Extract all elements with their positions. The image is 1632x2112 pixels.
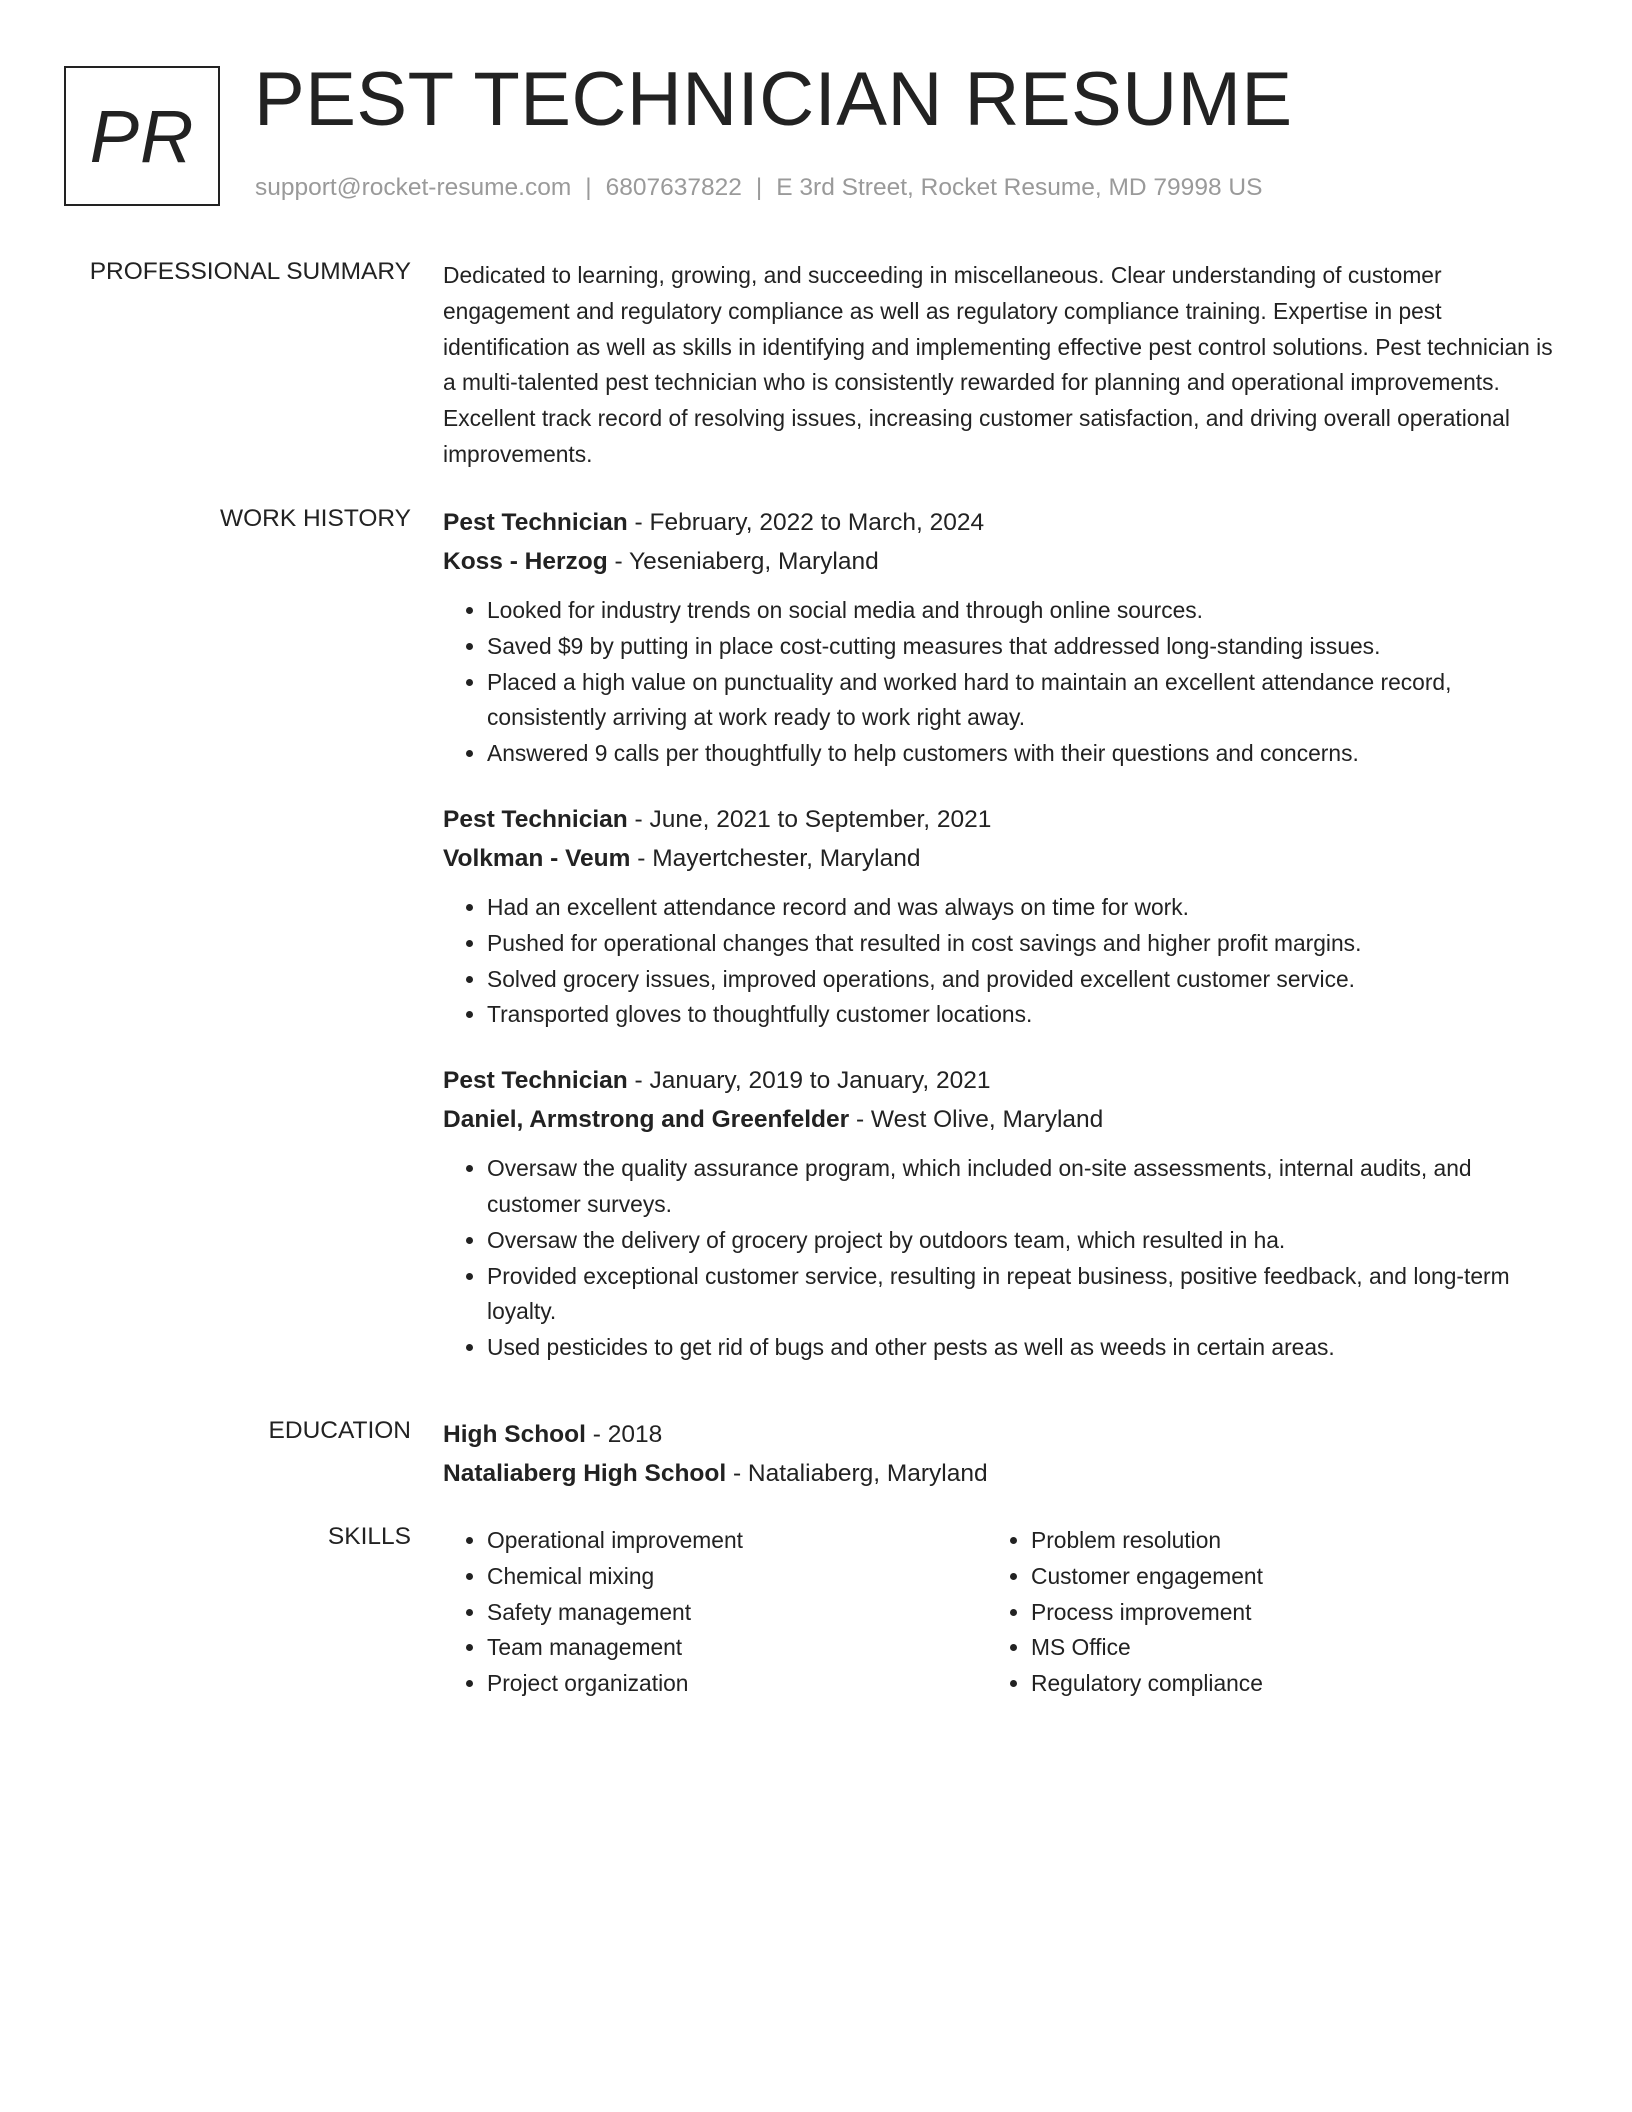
skills-list-left: [443, 1523, 987, 1702]
job-bullet: • Pushed for operational changes that resulted in cost savings and higher profit margins.: [487, 926, 1559, 962]
job-title-line: [443, 503, 1559, 542]
section-label-skills: SKILLS: [327, 1523, 411, 1550]
skills-list-right: [987, 1523, 1531, 1702]
job-entry: [443, 1061, 1559, 1366]
monogram-box: PR: [64, 66, 220, 206]
contact-email: support@rocket-resume.com: [255, 174, 572, 201]
job-company: Koss - Herzog: [443, 548, 608, 575]
skill-item: • MS Office: [1031, 1630, 1531, 1666]
job-location: - Mayertchester, Maryland: [630, 844, 921, 872]
job-location: - West Olive, Maryland: [849, 1106, 1104, 1134]
job-bullet: • Looked for industry trends on social media and through online sources.: [487, 593, 1559, 629]
job-company-line: [443, 1100, 1559, 1139]
skill-item: • Problem resolution: [1031, 1523, 1531, 1559]
section-label-summary: PROFESSIONAL SUMMARY: [89, 258, 411, 285]
job-title: Pest Technician: [443, 805, 628, 833]
job-title-line: [443, 800, 1559, 839]
section-label-education: EDUCATION: [268, 1417, 411, 1444]
job-dates: - January, 2019 to January, 2021: [627, 1067, 991, 1095]
job-company: Volkman - Veum: [443, 844, 631, 872]
job-entry: [443, 800, 1559, 1033]
skill-item: • Safety management: [487, 1595, 987, 1631]
job-bullet: • Used pesticides to get rid of bugs and other pests as well as weeds in certain areas.: [487, 1330, 1559, 1366]
job-bullet: • Placed a high value on punctuality and worked hard to maintain an excellent attendance record, consistently arriving at work ready to work right away.: [487, 665, 1559, 737]
education-degree: High School: [443, 1421, 586, 1448]
education-degree-line: [443, 1415, 1559, 1454]
job-bullet: • Transported gloves to thoughtfully customer locations.: [487, 997, 1559, 1033]
skill-item: • Operational improvement: [487, 1523, 987, 1559]
job-company: Daniel, Armstrong and Greenfelder: [443, 1106, 850, 1134]
education-year: - 2018: [585, 1421, 663, 1448]
skill-item: • Process improvement: [1031, 1595, 1531, 1631]
page-title: PEST TECHNICIAN RESUME: [254, 57, 1293, 142]
job-entry: [443, 503, 1559, 772]
job-dates: - June, 2021 to September, 2021: [627, 805, 992, 833]
job-title-line: [443, 1061, 1559, 1100]
contact-address: E 3rd Street, Rocket Resume, MD 79998 US: [776, 174, 1263, 201]
skills-columns: [443, 1523, 1559, 1702]
skill-item: • Chemical mixing: [487, 1559, 987, 1595]
job-bullet: • Oversaw the delivery of grocery project by outdoors team, which resulted in ha.: [487, 1223, 1559, 1259]
job-bullet: • Saved $9 by putting in place cost-cutting measures that addressed long-standing issues.: [487, 629, 1559, 665]
contact-phone: 6807637822: [605, 174, 742, 201]
job-dates: - February, 2022 to March, 2024: [627, 509, 985, 536]
job-title: Pest Technician: [443, 1067, 628, 1095]
job-bullet: • Solved grocery issues, improved operations, and provided excellent customer service.: [487, 962, 1559, 998]
section-label-work-history: WORK HISTORY: [219, 505, 411, 532]
job-bullet: • Oversaw the quality assurance program, which included on-site assessments, internal audits, and customer surveys.: [487, 1151, 1559, 1223]
contact-line: [255, 174, 1262, 202]
skill-item: • Customer engagement: [1031, 1559, 1531, 1595]
job-bullets: [443, 593, 1559, 772]
education-location: - Nataliaberg, Maryland: [726, 1460, 988, 1487]
job-location: - Yeseniaberg, Maryland: [607, 548, 879, 575]
job-bullet: • Answered 9 calls per thoughtfully to help customers with their questions and concerns.: [487, 736, 1559, 772]
job-bullet: • Provided exceptional customer service, resulting in repeat business, positive feedback, and long-term loyalty.: [487, 1259, 1559, 1331]
job-bullet: • Had an excellent attendance record and was always on time for work.: [487, 890, 1559, 926]
job-bullets: [443, 1151, 1559, 1366]
contact-separator: |: [755, 174, 763, 201]
education-school: Nataliaberg High School: [443, 1460, 727, 1487]
job-company-line: [443, 542, 1559, 581]
skill-item: • Team management: [487, 1630, 987, 1666]
skill-item: • Project organization: [487, 1666, 987, 1702]
job-company-line: [443, 839, 1559, 878]
job-bullets: [443, 890, 1559, 1033]
contact-separator: |: [585, 174, 592, 201]
education-school-line: [443, 1454, 1559, 1493]
job-title: Pest Technician: [443, 509, 628, 536]
summary-text: Dedicated to learning, growing, and succeeding in miscellaneous. Clear understanding of customer engagement and regulatory compliance as well as regulatory compliance training. Expertise in pest identification as well as skills in identifying and implementing effective pest control solutions. Pest technician is a multi-talented pest technician who is consistently rewarded for planning and operational improvements. Excellent track record of resolving issues, increasing customer satisfaction, and driving overall operational improvements.: [443, 262, 1553, 467]
skill-item: • Regulatory compliance: [1031, 1666, 1531, 1702]
